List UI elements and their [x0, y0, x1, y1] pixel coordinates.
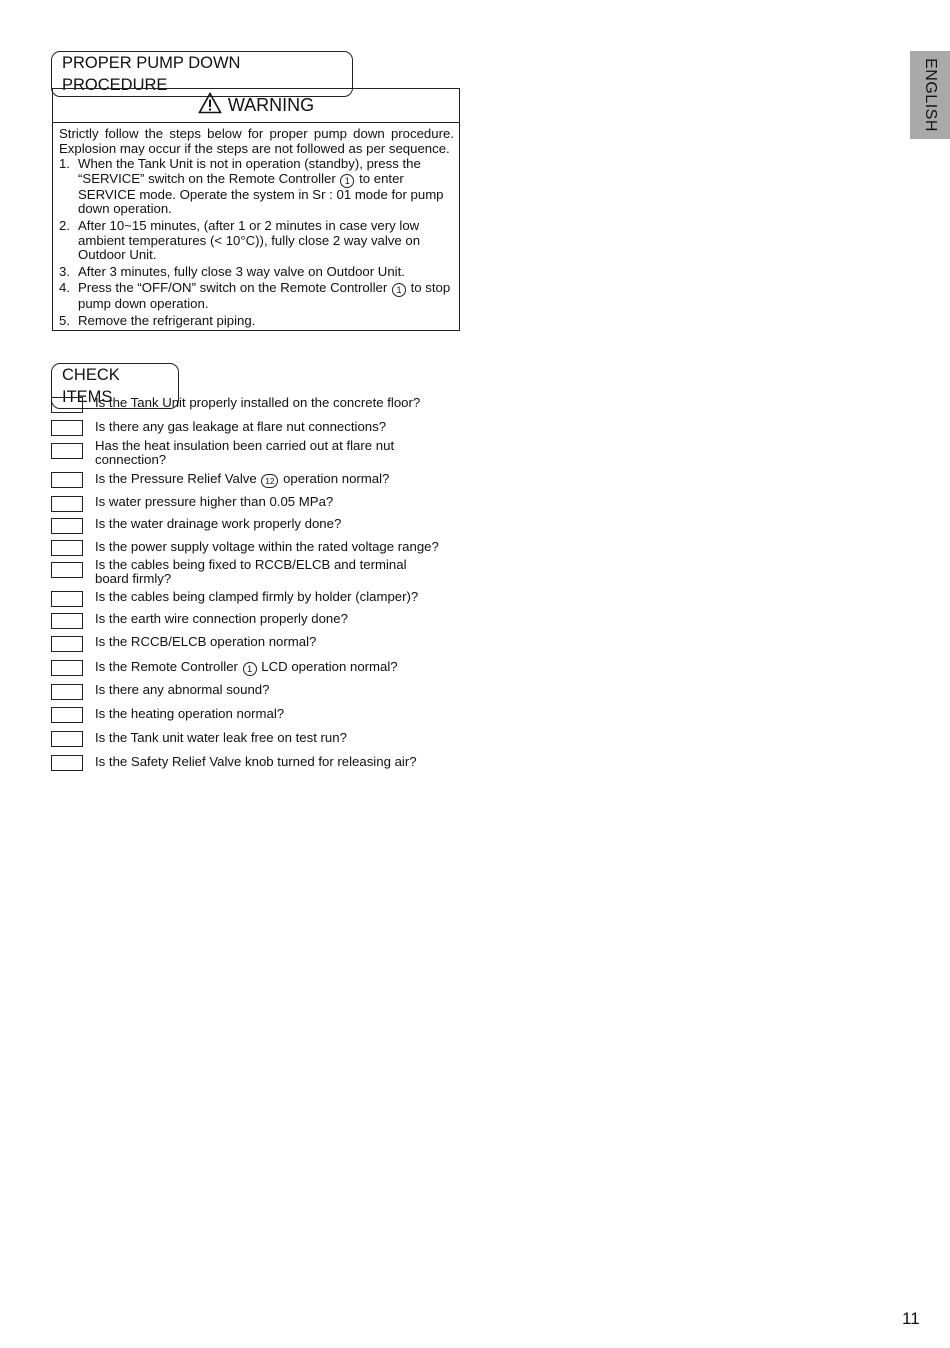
ref-number-icon: 1: [243, 662, 257, 676]
warning-intro: Strictly follow the steps below for proper pump down procedure. Explosion may occur if the steps are not followed as per sequence.: [59, 126, 454, 156]
checkbox[interactable]: [51, 518, 83, 534]
check-item: [51, 636, 461, 652]
check-item: [51, 755, 461, 771]
check-item: [51, 707, 461, 723]
check-item: [51, 496, 461, 512]
checkbox[interactable]: [51, 420, 83, 436]
checkbox[interactable]: [51, 472, 83, 488]
step-text: After 10~15 minutes, (after 1 or 2 minutes in case very low ambient temperatures (< 10°C)), fully close 2 way valve on Outdoor Unit.: [78, 217, 421, 263]
check-item: [51, 660, 461, 676]
step-number: 5.: [59, 312, 70, 328]
checkbox[interactable]: [51, 562, 83, 578]
pump-down-step: [59, 157, 454, 217]
check-item-text: Has the heat insulation been carried out at flare nut connection?: [95, 438, 395, 468]
step-number: 2.: [59, 217, 70, 233]
warning-header: [53, 89, 459, 123]
language-tab-label: ENGLISH: [922, 58, 939, 132]
check-item: [51, 557, 461, 587]
check-items-title: CHECK ITEMS: [51, 363, 179, 409]
checkbox[interactable]: [51, 397, 83, 413]
check-item-text-part: Is the Pressure Relief Valve: [95, 471, 257, 486]
check-item: [51, 518, 461, 534]
pump-down-step: [59, 219, 454, 263]
check-item: [51, 684, 461, 700]
step-text: Remove the refrigerant piping.: [78, 312, 256, 328]
language-tab: [910, 51, 950, 139]
ref-number-icon: 12: [261, 474, 278, 488]
step-text: After 3 minutes, fully close 3 way valve on Outdoor Unit.: [78, 263, 405, 279]
check-item-text: Is there any abnormal sound?: [95, 682, 270, 697]
step-number: 1.: [59, 156, 70, 172]
step-text-cont: to stop pump down operation.: [78, 280, 451, 312]
pump-down-step: [59, 265, 454, 280]
checkbox[interactable]: [51, 443, 83, 459]
checkbox[interactable]: [51, 496, 83, 512]
pump-down-steps: [59, 157, 454, 328]
check-item: [51, 397, 461, 413]
ref-number-icon: 1: [340, 174, 354, 188]
check-item: [51, 591, 461, 607]
step-number: 3.: [59, 263, 70, 279]
checkbox[interactable]: [51, 613, 83, 629]
check-item-text-part: Is the Remote Controller: [95, 659, 238, 674]
check-item-text: [95, 660, 398, 676]
check-item-text: Is the power supply voltage within the rated voltage range?: [95, 539, 439, 554]
check-item-text-part: operation normal?: [283, 471, 390, 486]
check-item-text: Is water pressure higher than 0.05 MPa?: [95, 494, 334, 509]
check-item: [51, 438, 461, 468]
check-item-text: Is the Tank Unit properly installed on the concrete floor?: [95, 395, 421, 410]
check-item: [51, 420, 461, 436]
warning-box: [52, 88, 460, 331]
check-item: [51, 540, 461, 556]
pump-down-step: [59, 281, 454, 312]
step-text-cont: to enter SERVICE mode. Operate the system in Sr : 01 mode for pump down operation.: [78, 170, 444, 217]
check-item: [51, 472, 461, 488]
checkbox[interactable]: [51, 707, 83, 723]
step-text: Press the “OFF/ON” switch on the Remote Controller: [78, 280, 388, 296]
check-item-text: Is the heating operation normal?: [95, 706, 285, 721]
checkbox[interactable]: [51, 540, 83, 556]
warning-label: WARNING: [227, 95, 315, 115]
check-item-text: Is the RCCB/ELCB operation normal?: [95, 634, 317, 649]
page-number: 11: [902, 1309, 920, 1328]
pump-down-title: PROPER PUMP DOWN PROCEDURE: [51, 51, 353, 97]
warning-body: [53, 123, 459, 329]
check-item-text: Is the Safety Relief Valve knob turned for releasing air?: [95, 754, 417, 769]
ref-number-icon: 1: [392, 283, 406, 297]
step-text: When the Tank Unit is not in operation (standby), press the “SERVICE” switch on the Remote Controller: [78, 156, 421, 186]
check-item: [51, 613, 461, 629]
checkbox[interactable]: [51, 660, 83, 676]
checkbox[interactable]: [51, 636, 83, 652]
checkbox[interactable]: [51, 591, 83, 607]
check-item-text: Is the earth wire connection properly done?: [95, 611, 348, 626]
checkbox[interactable]: [51, 755, 83, 771]
step-number: 4.: [59, 280, 70, 296]
warning-triangle-icon: [198, 92, 222, 119]
check-item-text-part: LCD operation normal?: [261, 659, 398, 674]
checkbox[interactable]: [51, 731, 83, 747]
check-item-text: Is the cables being fixed to RCCB/ELCB and terminal board firmly?: [95, 557, 407, 587]
pump-down-step: [59, 314, 454, 329]
checkbox[interactable]: [51, 684, 83, 700]
check-item: [51, 731, 461, 747]
check-item-text: [95, 472, 389, 488]
check-item-text: Is the water drainage work properly done?: [95, 516, 342, 531]
check-item-text: Is the cables being clamped firmly by holder (clamper)?: [95, 589, 419, 604]
check-item-text: Is there any gas leakage at flare nut connections?: [95, 419, 387, 434]
check-item-text: Is the Tank unit water leak free on test run?: [95, 730, 347, 745]
